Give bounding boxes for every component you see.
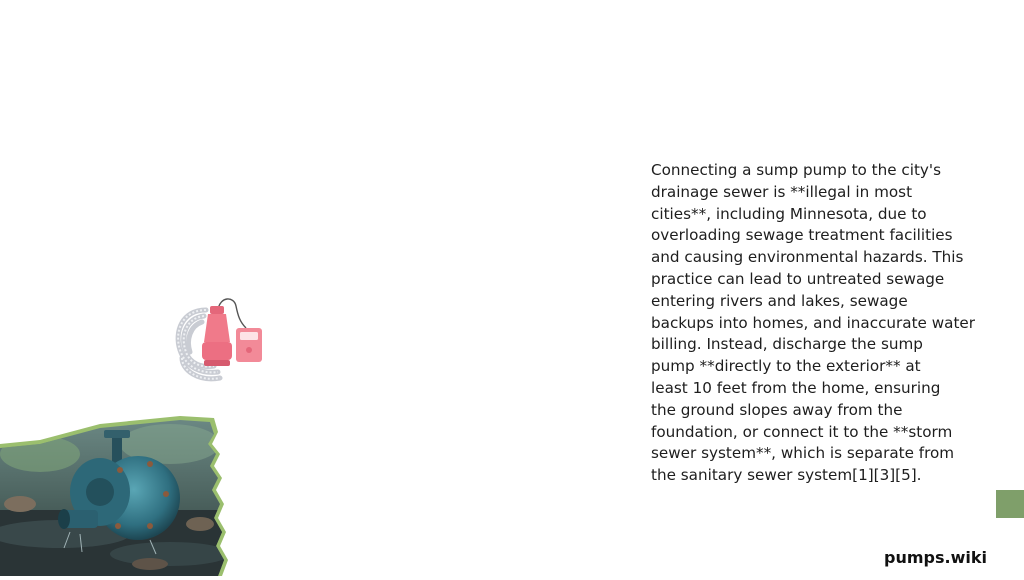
main-paragraph: Connecting a sump pump to the city's drainage sewer is **illegal in most cities**, including Minnesota, due to overloading sewage treatment facilities and causing environmental hazards. This practice can lead to untreated sewage entering rivers and lakes, sewage backups into homes, and inaccurate water billing. Instead, discharge the sump pump **directly to the exterior** at least 10 feet from the home, ensuring the ground slopes away from the foundation, or connect it to the **storm sewer system**, which is separate from the sanitary sewer system[1][3][5]. bbox=[651, 161, 976, 485]
brand-label[interactable]: pumps.wiki bbox=[884, 548, 987, 567]
accent-square bbox=[996, 490, 1024, 518]
sump-pump-icon bbox=[168, 292, 268, 384]
pump-photo bbox=[0, 414, 232, 576]
